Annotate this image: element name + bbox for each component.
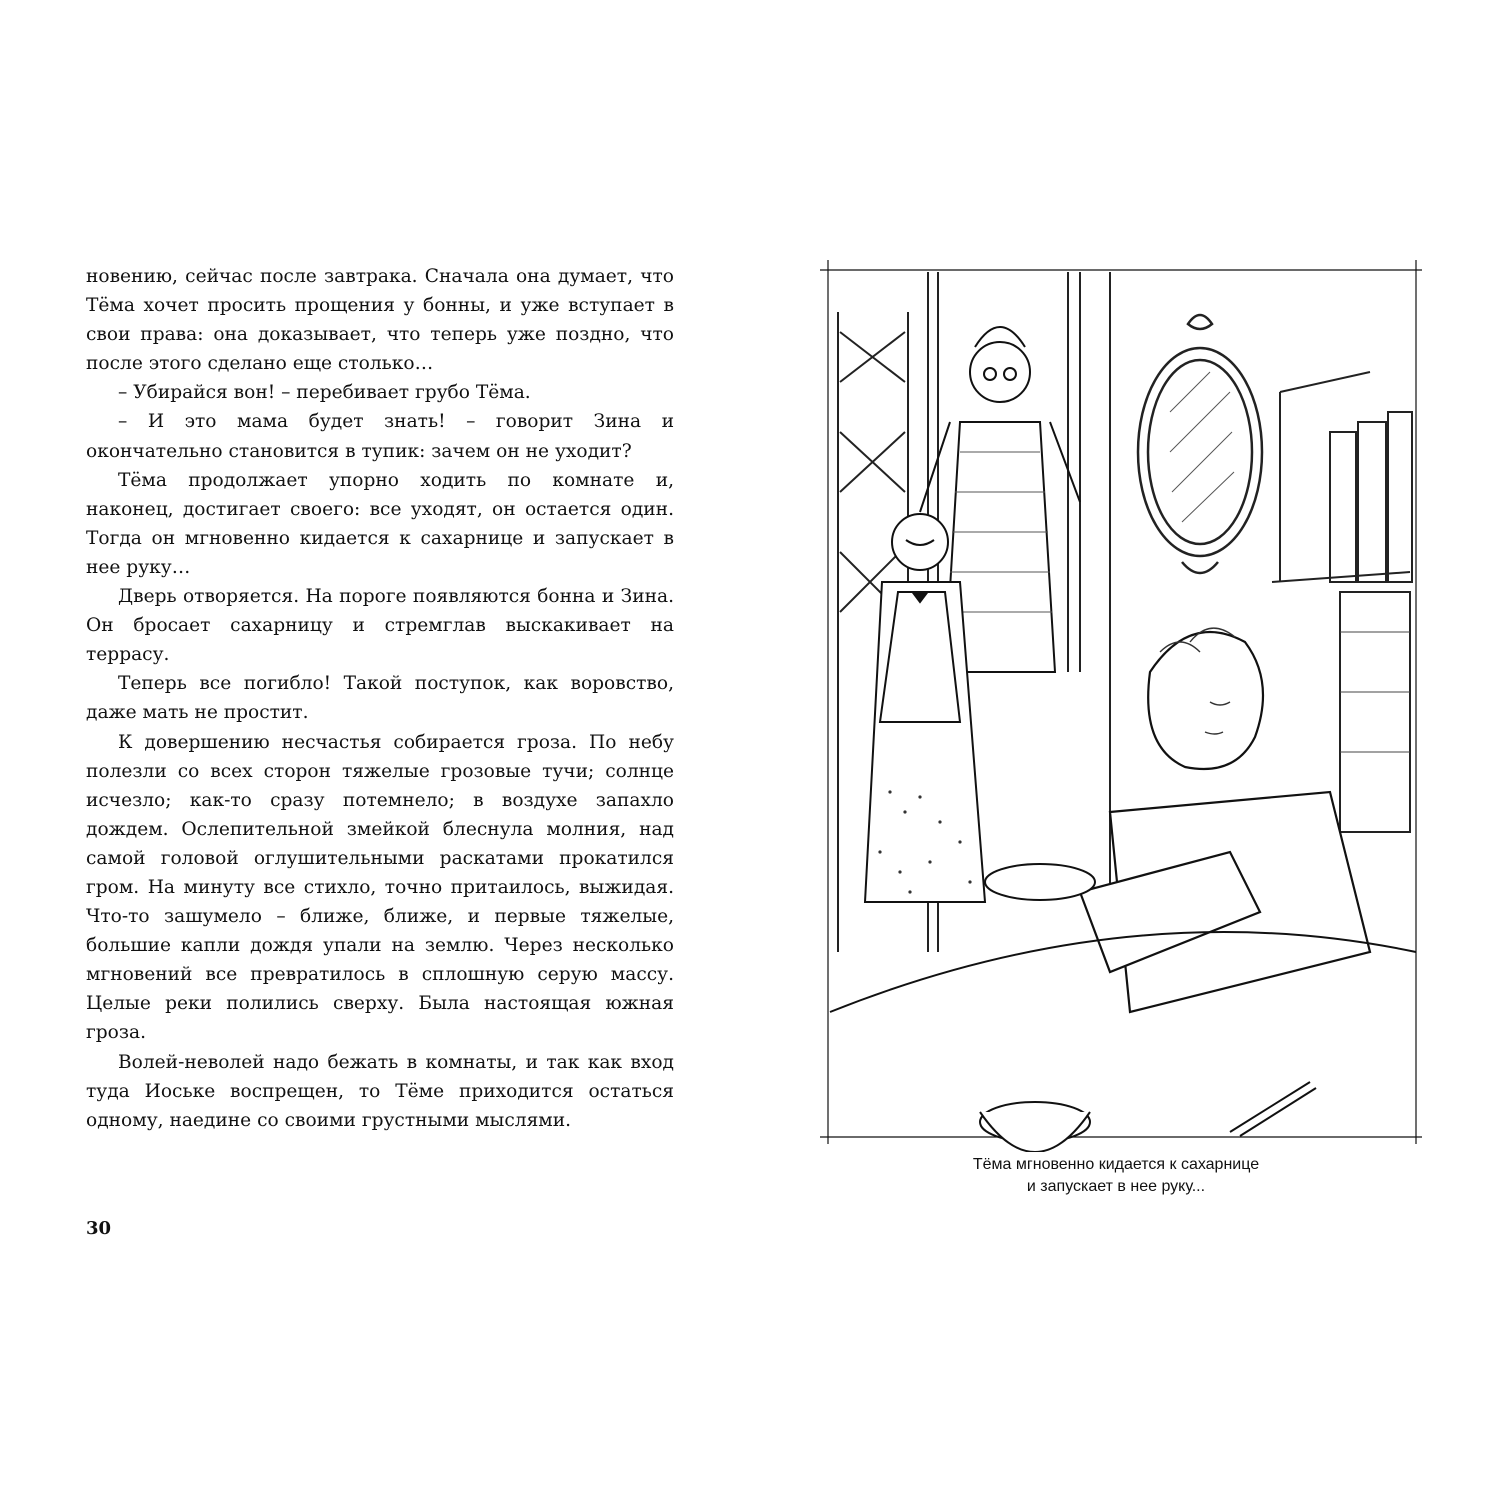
page-number: 30 [86,1218,112,1239]
paragraph: – Убирайся вон! – перебивает грубо Тёма. [118,382,531,404]
illustration-caption [810,1154,1422,1198]
caption-line: и запускает в нее руку... [1026,1178,1206,1195]
illustration-drawing [810,252,1432,1152]
paragraph: Дверь отворяется. На пороге появляются бонна и Зина. Он бросает сахарницу и стремглав выскакивает на террасу. [86,586,674,666]
paragraph: Волей-неволей надо бежать в комнаты, и так как вход туда Иоське воспрещен, то Тёме приходится остаться одному, наедине со своими грустными мыслями. [86,1051,674,1131]
paragraph: новению, сейчас после завтрака. Сначала она думает, что Тёма хочет просить прощения у бонны, и уже вступает в свои права: она доказывает, что теперь уже поздно, что после этого сделано еще столько… [86,266,674,375]
body-text [86,262,674,1135]
paragraph: К довершению несчастья собирается гроза. По небу полезли со всех сторон тяжелые грозовые тучи; солнце исчезло; как-то сразу потемнело; в воздухе запахло дождем. Ослепительной змейкой блеснула молния, над самой головой оглушительными раскатами прокатился гром. На минуту все стихло, точно притаилось, выжидая. Что-то зашумело – ближе, ближе, и первые тяжелые, большие капли дождя упали на землю. Через несколько мгновений все превратилось в сплошную серую массу. Целые реки полились сверху. Была настоящая южная гроза. [86,731,674,1044]
paragraph: – И это мама будет знать! – говорит Зина и окончательно становится в тупик: зачем он не уходит? [86,411,674,462]
illustration [810,252,1432,1152]
paragraph: Теперь все погибло! Такой поступок, как воровство, даже мать не простит. [86,673,674,724]
caption-line: Тёма мгновенно кидается к сахарнице [972,1156,1260,1173]
paragraph: Тёма продолжает упорно ходить по комнате и, наконец, достигает своего: все уходят, он остается один. Тогда он мгновенно кидается к сахарнице и запускает в нее руку… [86,469,674,578]
